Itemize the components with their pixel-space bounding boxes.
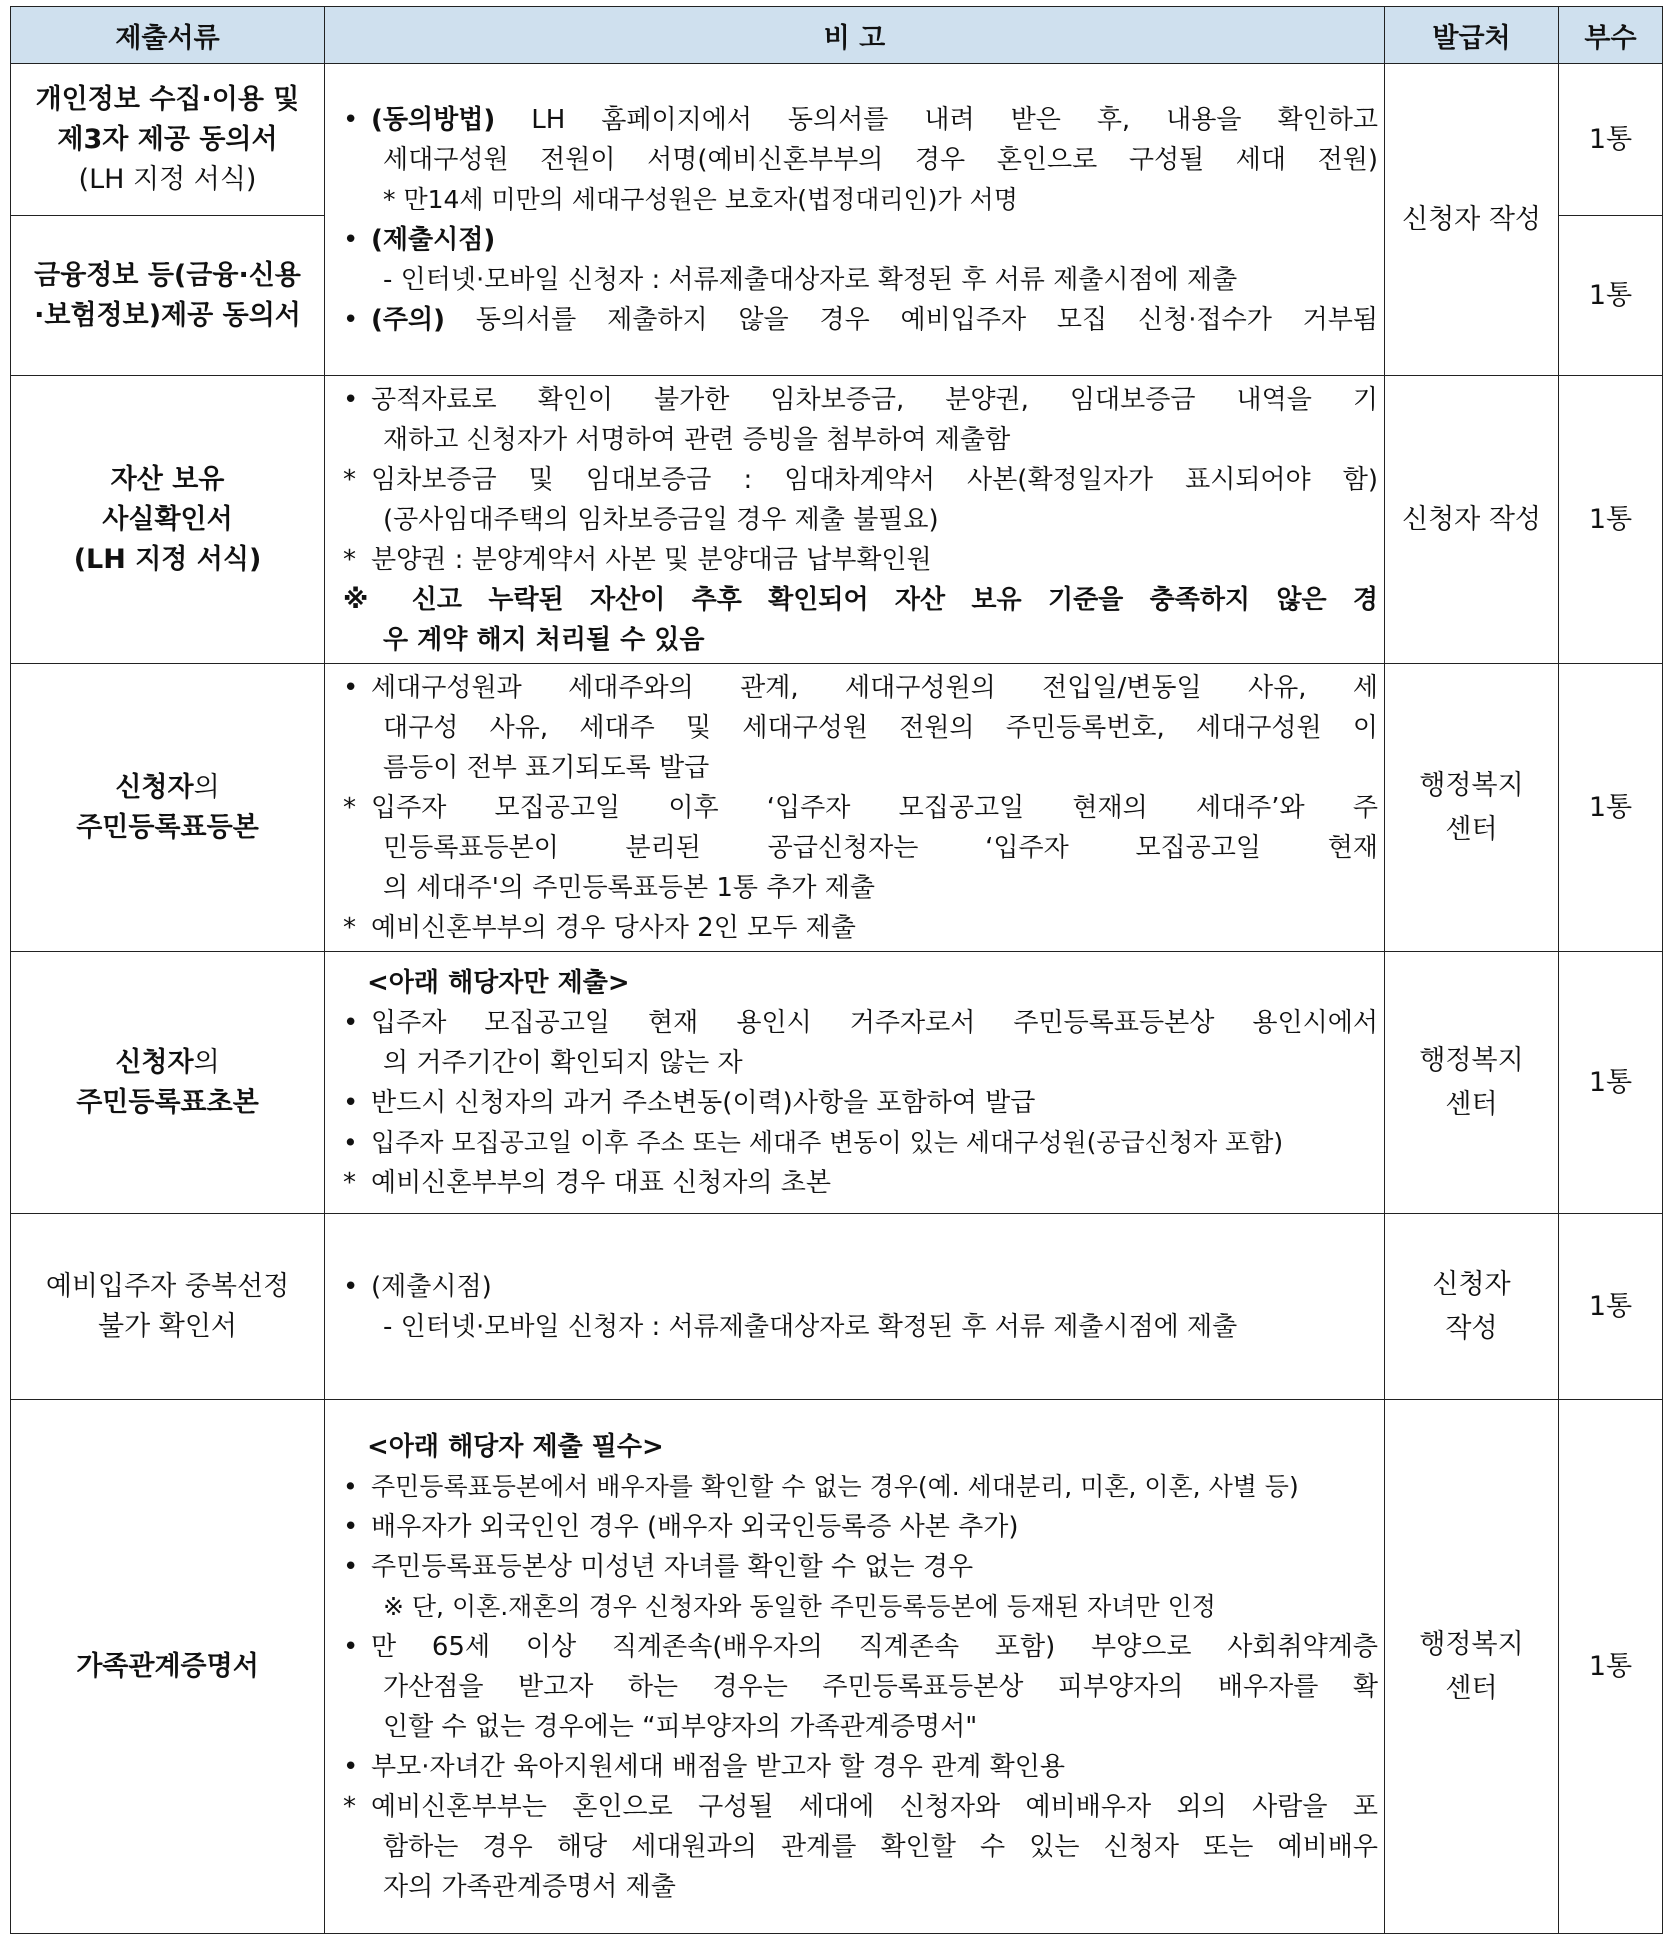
- count-cell: 1통: [1559, 64, 1663, 216]
- bullet-marker: •: [343, 384, 359, 415]
- note-text: 센터: [1445, 1088, 1498, 1120]
- note-text: 신청자: [1432, 1268, 1511, 1300]
- note-text: 신청자: [115, 1046, 194, 1078]
- note-text: (제출시점): [371, 224, 496, 255]
- note-text: 세대구성원 전원이 서명(예비신혼부부의 경우 혼인으로 구성될 세대 전원): [383, 144, 1378, 175]
- note-text: 입주자 모집공고일 이후 주소 또는 세대주 변동이 있는 세대구성원(공급신청자 포함): [371, 1127, 1284, 1157]
- bullet-marker: •: [343, 1087, 359, 1118]
- bullet-marker: •: [343, 1631, 359, 1662]
- table-row: [11, 664, 1663, 952]
- note-text: 의: [193, 1046, 220, 1078]
- issuer-cell: [1385, 664, 1559, 952]
- note-text: 사실확인서: [102, 503, 233, 535]
- bullet-marker: •: [343, 1127, 358, 1157]
- header-issuer: 발급처: [1385, 7, 1559, 64]
- note-text: 재하고 신청자가 서명하여 관련 증빙을 첨부하여 제출함: [383, 424, 1011, 455]
- note-text: (주의): [371, 304, 445, 335]
- note-text: [343, 1747, 1378, 1787]
- note-text: (공사임대주택의 임차보증금일 경우 제출 불필요): [383, 504, 939, 535]
- note-text: 작성: [1445, 1312, 1498, 1344]
- note-text: ·보험정보)제공 동의서: [34, 299, 301, 331]
- note-text: 부모·자녀간 육아지원세대 배점을 받고자 할 경우 관계 확인용: [371, 1751, 1066, 1782]
- note-text: 행정복지: [1419, 769, 1524, 801]
- note-text: 가족관계증명서: [76, 1650, 259, 1682]
- note-text: (제출시점): [371, 1271, 492, 1302]
- note-cell: [325, 664, 1385, 952]
- note-text: (LH 지정 서식): [78, 163, 257, 195]
- issuer-cell: 신청자 작성: [1385, 376, 1559, 664]
- note-text: 제3자 제공 동의서: [57, 123, 278, 155]
- note-text: 동의서를 제출하지 않을 경우 예비입주자 모집 신청·접수가 거부됨: [445, 304, 1378, 335]
- note-text: 배우자가 외국인인 경우 (배우자 외국인등록증 사본 추가): [371, 1511, 1019, 1542]
- note-text: 금융정보 등(금융·신용: [34, 259, 301, 291]
- doc-name-cell: [11, 1400, 325, 1934]
- bullet-marker: *: [343, 544, 356, 575]
- note-text: [343, 1547, 1378, 1587]
- note-text: 센터: [1445, 1672, 1498, 1704]
- note-text: [343, 1123, 1378, 1163]
- note-text: [343, 1267, 1378, 1307]
- note-text: 가산점을 받고자 하는 경우는 주민등록표등본상 피부양자의 배우자를 확: [383, 1671, 1378, 1702]
- note-text: 의: [193, 771, 220, 803]
- note-cell: [325, 952, 1385, 1214]
- note-text: [343, 1507, 1378, 1547]
- note-text: 세대구성원과 세대주와의 관계, 세대구성원의 전입일/변동일 사유, 세: [371, 672, 1378, 703]
- doc-name-cell: [11, 376, 325, 664]
- count-cell: 1통: [1559, 1400, 1663, 1934]
- note-text: 신청자: [115, 771, 194, 803]
- note-text: [343, 1787, 1378, 1827]
- bullet-marker: •: [343, 1007, 359, 1038]
- bullet-marker: *: [343, 912, 356, 943]
- note-text: 민등록표등본이 분리된 공급신청자는 ‘입주자 모집공고일 현재: [383, 832, 1378, 863]
- note-text: 행정복지: [1419, 1044, 1524, 1076]
- note-text: 의 거주기간이 확인되지 않는 자: [383, 1047, 743, 1078]
- note-text: ※ 단, 이혼.재혼의 경우 신청자와 동일한 주민등록등본에 등재된 자녀만 인정: [383, 1591, 1216, 1621]
- note-text: 입주자 모집공고일 현재 용인시 거주자로서 주민등록표등본상 용인시에서: [371, 1007, 1378, 1038]
- note-text: [343, 1467, 1378, 1507]
- section-heading: <아래 해당자 제출 필수>: [367, 1431, 664, 1462]
- note-text: 예비신혼부부의 경우 당사자 2인 모두 제출: [371, 912, 856, 943]
- count-cell: 1통: [1559, 216, 1663, 376]
- note-text: [343, 1003, 1378, 1043]
- note-text: (LH 지정 서식): [73, 543, 262, 575]
- note-text: 주민등록표초본: [76, 1086, 259, 1118]
- issuer-cell: 신청자 작성: [1385, 64, 1559, 376]
- note-text: 름등이 전부 표기되도록 발급: [383, 752, 710, 783]
- note-text: [343, 908, 1378, 948]
- note-text: [343, 1163, 1378, 1203]
- note-text: 예비신혼부부는 혼인으로 구성될 세대에 신청자와 예비배우자 외의 사람을 포: [371, 1791, 1378, 1822]
- header-row: [11, 7, 1663, 64]
- note-text: - 인터넷·모바일 신청자 : 서류제출대상자로 확정된 후 서류 제출시점에 제출: [383, 1311, 1238, 1342]
- note-text: 주민등록표등본: [76, 811, 259, 843]
- note-text: [11, 1043, 324, 1083]
- note-text: 자의 가족관계증명서 제출: [383, 1871, 676, 1902]
- note-text: [343, 380, 1378, 420]
- doc-name-cell: [11, 664, 325, 952]
- note-text: [343, 788, 1378, 828]
- note-text: [343, 460, 1378, 500]
- note-text: 주민등록표등본상 미성년 자녀를 확인할 수 없는 경우: [371, 1551, 974, 1582]
- bullet-marker: •: [343, 1551, 359, 1582]
- table-row: [11, 952, 1663, 1214]
- issuer-cell: [1385, 952, 1559, 1214]
- bullet-marker: *: [343, 1167, 356, 1198]
- note-text: LH 홈페이지에서 동의서를 내려 받은 후, 내용을 확인하고: [495, 104, 1378, 135]
- note-cell: [325, 1400, 1385, 1934]
- bullet-marker: *: [343, 464, 356, 495]
- note-text: [343, 220, 1378, 260]
- required-documents-table: [10, 6, 1663, 1934]
- note-text: 입주자 모집공고일 이후 ‘입주자 모집공고일 현재의 세대주’와 주: [371, 792, 1378, 823]
- note-text: 함하는 경우 해당 세대원과의 관계를 확인할 수 있는 신청자 또는 예비배우: [383, 1831, 1378, 1862]
- issuer-cell: [1385, 1214, 1559, 1400]
- note-text: 예비입주자 중복선정: [45, 1270, 290, 1302]
- issuer-cell: [1385, 1400, 1559, 1934]
- note-text: 의 세대주'의 주민등록표등본 1통 추가 제출: [383, 872, 875, 903]
- bullet-marker: •: [343, 672, 359, 703]
- note-cell: [325, 1214, 1385, 1400]
- bullet-marker: •: [343, 1471, 358, 1501]
- note-text: [343, 1083, 1378, 1123]
- doc-name-cell: [11, 216, 325, 376]
- doc-name-cell: [11, 952, 325, 1214]
- table-row: [11, 64, 1663, 216]
- count-cell: 1통: [1559, 1214, 1663, 1400]
- note-text: [343, 300, 1378, 340]
- note-text: 공적자료로 확인이 불가한 임차보증금, 분양권, 임대보증금 내역을 기: [371, 384, 1378, 415]
- note-text: [343, 1627, 1378, 1667]
- bullet-marker: •: [343, 304, 359, 335]
- header-doc: 제출서류: [11, 7, 325, 64]
- doc-name-cell: [11, 64, 325, 216]
- section-heading: <아래 해당자만 제출>: [367, 967, 630, 998]
- bullet-marker: •: [343, 104, 359, 135]
- note-text: 자산 보유: [110, 463, 225, 495]
- note-text: 주민등록표등본에서 배우자를 확인할 수 없는 경우(예. 세대분리, 미혼, 이혼, 사별 등): [371, 1471, 1299, 1501]
- count-cell: 1통: [1559, 664, 1663, 952]
- note-text: 우 계약 해지 처리될 수 있음: [383, 624, 705, 655]
- bullet-marker: •: [343, 224, 359, 255]
- bullet-marker: *: [343, 792, 356, 823]
- note-cell: [325, 376, 1385, 664]
- note-text: * 만14세 미만의 세대구성원은 보호자(법정대리인)가 서명: [383, 184, 1018, 214]
- count-cell: 1통: [1559, 952, 1663, 1214]
- note-text: (동의방법): [371, 104, 496, 135]
- note-text: [343, 668, 1378, 708]
- note-text: 개인정보 수집·이용 및: [35, 83, 300, 115]
- table-row: [11, 376, 1663, 664]
- bullet-marker: *: [343, 1791, 356, 1822]
- count-cell: 1통: [1559, 376, 1663, 664]
- note-text: 대구성 사유, 세대주 및 세대구성원 전원의 주민등록번호, 세대구성원 이: [383, 712, 1378, 743]
- note-text: 분양권 : 분양계약서 사본 및 분양대금 납부확인원: [371, 544, 932, 575]
- note-text: [11, 768, 324, 808]
- note-cell: [325, 64, 1385, 376]
- note-text: 불가 확인서: [98, 1310, 237, 1342]
- note-text: 예비신혼부부의 경우 대표 신청자의 초본: [371, 1167, 832, 1198]
- header-count: 부수: [1559, 7, 1663, 64]
- note-text: 센터: [1445, 813, 1498, 845]
- bullet-marker: •: [343, 1511, 359, 1542]
- bullet-marker: •: [343, 1751, 359, 1782]
- note-text: [343, 100, 1378, 140]
- note-text: 행정복지: [1419, 1628, 1524, 1660]
- table-row: [11, 1400, 1663, 1934]
- note-text: [343, 540, 1378, 580]
- bullet-marker: •: [343, 1271, 359, 1302]
- note-text: 반드시 신청자의 과거 주소변동(이력)사항을 포함하여 발급: [371, 1087, 1036, 1118]
- header-note: 비 고: [325, 7, 1385, 64]
- doc-name-cell: [11, 1214, 325, 1400]
- note-text: 임차보증금 및 임대보증금 : 임대차계약서 사본(확정일자가 표시되어야 함): [371, 464, 1378, 495]
- note-text: 만 65세 이상 직계존속(배우자의 직계존속 포함) 부양으로 사회취약계층: [371, 1631, 1378, 1662]
- note-text: - 인터넷·모바일 신청자 : 서류제출대상자로 확정된 후 서류 제출시점에 제출: [383, 264, 1238, 295]
- note-text: ※ 신고 누락된 자산이 추후 확인되어 자산 보유 기준을 충족하지 않은 경: [343, 584, 1378, 615]
- note-text: 인할 수 없는 경우에는 “피부양자의 가족관계증명서": [383, 1711, 978, 1742]
- table-row: [11, 1214, 1663, 1400]
